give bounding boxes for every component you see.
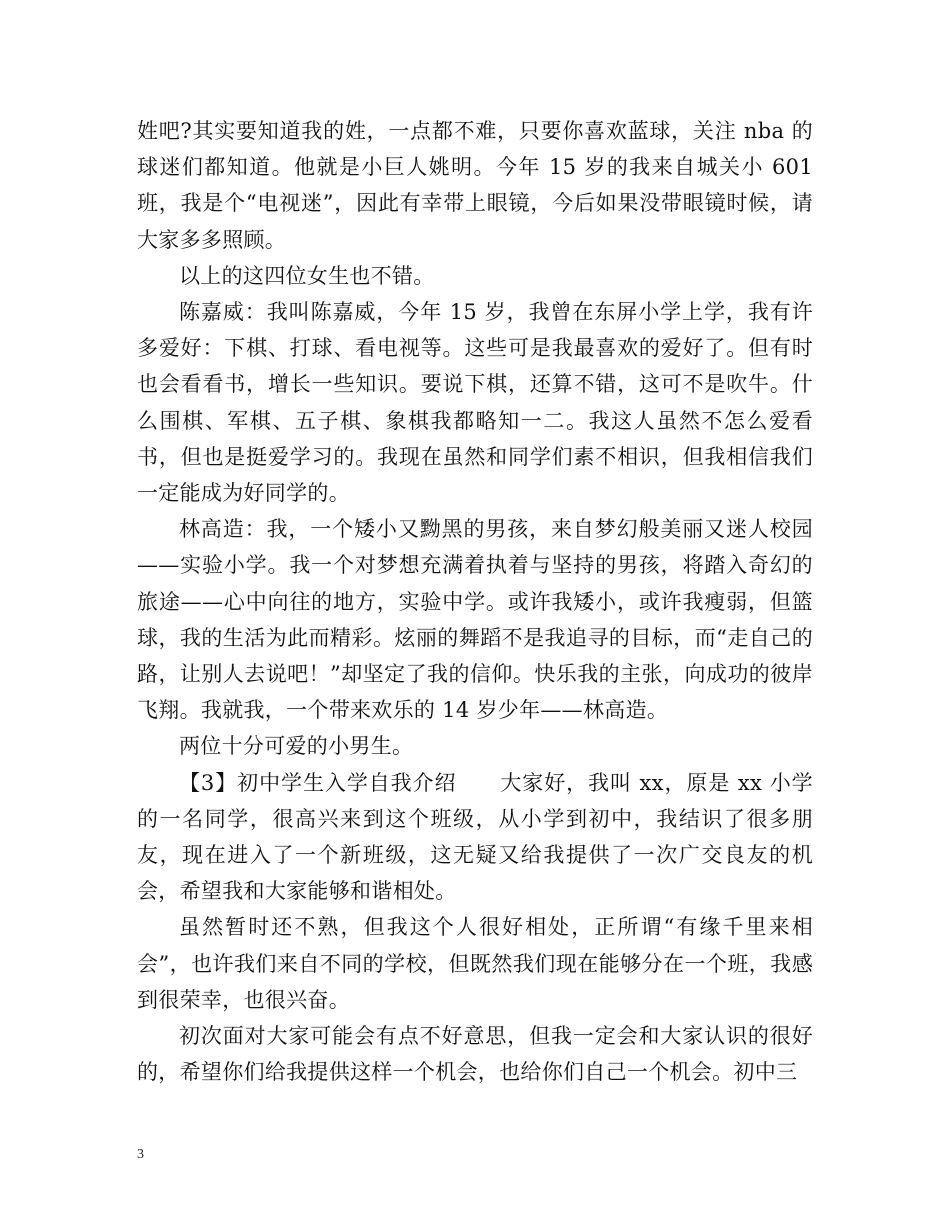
paragraph: 虽然暂时还不熟，但我这个人很好相处，正所谓“有缘千里来相会”，也许我们来自不同的学校，但既然我们现在能够分在一个班，我感到很荣幸，也很兴奋。 xyxy=(137,915,813,1012)
paragraph: 初次面对大家可能会有点不好意思，但我一定会和大家认识的很好的，希望你们给我提供这样一个机会，也给你们自己一个机会。初中三 xyxy=(137,1024,813,1085)
body-text xyxy=(137,113,813,1090)
paragraph: 林高造：我，一个矮小又黝黑的男孩，来自梦幻般美丽又迷人校园——实验小学。我一个对梦想充满着执着与坚持的男孩，将踏入奇幻的旅途——心中向往的地方，实验中学。或许我矮小，或许我瘦弱，但篮球，我的生活为此而精彩。炫丽的舞蹈不是我追寻的目标，而“走自己的路，让别人去说吧！”却坚定了我的信仰。快乐我的主张，向成功的彼岸飞翔。我就我，一个带来欢乐的 14 岁少年——林高造。 xyxy=(137,517,813,723)
paragraph: 两位十分可爱的小男生。 xyxy=(179,734,414,759)
paragraph-continued: 姓吧?其实要知道我的姓，一点都不难，只要你喜欢蓝球，关注 nba 的球迷们都知道。他就是小巨人姚明。今年 15 岁的我来自城关小 601 班，我是个“电视迷”，因此有幸带上眼镜，今后如果没带眼镜时候，请大家多多照顾。 xyxy=(137,119,813,252)
paragraph-section-heading: 【3】初中学生入学自我介绍 大家好，我叫 xx，原是 xx 小学的一名同学，很高兴来到这个班级，从小学到初中，我结识了很多朋友，现在进入了一个新班级，这无疑又给我提供了一次广交良友的机会，希望我和大家能够和谐相处。 xyxy=(137,770,813,904)
page-number: 3 xyxy=(137,1147,144,1162)
paragraph: 陈嘉威：我叫陈嘉威，今年 15 岁，我曾在东屏小学上学，我有许多爱好：下棋、打球、看电视等。这些可是我最喜欢的爱好了。但有时也会看看书，增长一些知识。要说下棋，还算不错，这可不是吹牛。什么围棋、军棋、五子棋、象棋我都略知一二。我这人虽然不怎么爱看书，但也是挺爱学习的。我现在虽然和同学们素不相识，但我相信我们一定能成为好同学的。 xyxy=(137,300,813,506)
paragraph: 以上的这四位女生也不错。 xyxy=(179,263,435,288)
